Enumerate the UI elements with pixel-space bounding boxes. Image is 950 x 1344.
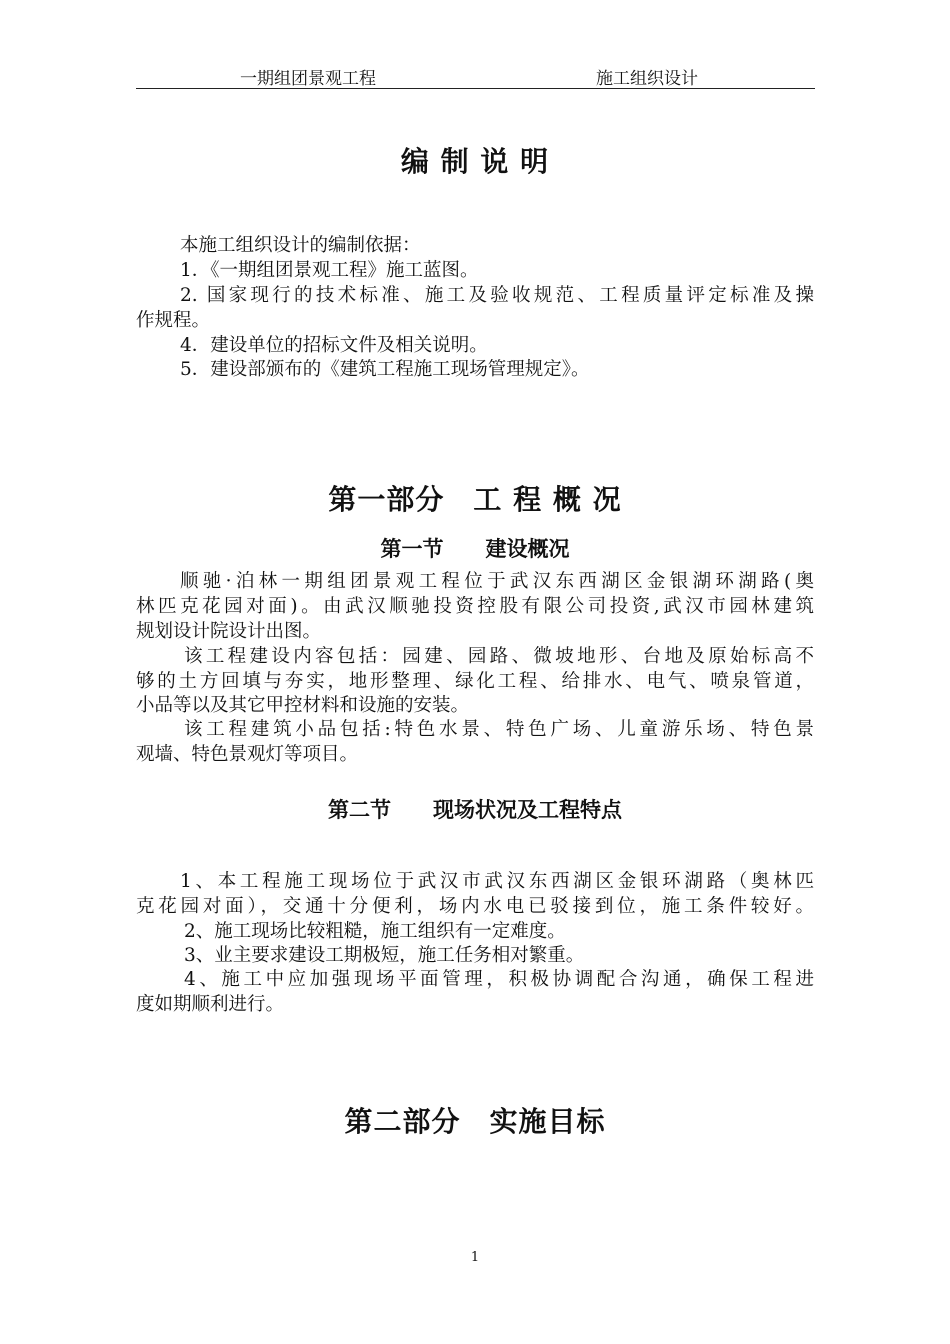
part2-title: 第二部分 实施目标 [344,1105,606,1138]
section2-line: 克花园对面），交通十分便利，场内水电已驳接到位，施工条件较好。 [136,896,814,917]
section1-line: 林匹克花园对面)。由武汉顺驰投资控股有限公司投资,武汉市园林建筑 [136,596,814,617]
section1-line: 观墙、特色景观灯等项目。 [136,744,359,765]
preface-line: 4．建设单位的招标文件及相关说明。 [180,335,488,356]
preface-line: 2. 国家现行的技术标准、施工及验收规范、工程质量评定标准及操 [180,285,814,306]
header-project-name: 一期组团景观工程 [240,69,376,89]
preface-line: 5．建设部颁布的《建筑工程施工现场管理规定》。 [180,359,590,380]
section2-line: 2、施工现场比较粗糙，施工组织有一定难度。 [184,921,566,942]
part1-title: 第一部分 工 程 概 况 [328,483,622,516]
preface-title: 编 制 说 明 [400,145,550,178]
section1-line: 够的土方回填与夯实，地形整理、绿化工程、给排水、电气、喷泉管道， [136,671,814,692]
section1-line: 规划设计院设计出图。 [136,621,322,642]
section2-line: 4、施工中应加强现场平面管理，积极协调配合沟通，确保工程进 [184,969,814,990]
page-number: 1 [470,1250,480,1265]
section1-line: 该工程建设内容包括：园建、园路、微坡地形、台地及原始标高不 [184,646,814,667]
header-doc-type: 施工组织设计 [596,69,698,89]
page-header [136,62,815,89]
section1-line: 小品等以及其它甲控材料和设施的安装。 [136,695,470,716]
section2-line: 度如期顺利进行。 [136,994,285,1015]
section2-line: 1、本工程施工现场位于武汉市武汉东西湖区金银环湖路（奥林匹 [180,871,814,892]
section2-line: 3、业主要求建设工期极短，施工任务相对繁重。 [184,945,585,966]
section1-line: 该工程建筑小品包括:特色水景、特色广场、儿童游乐场、特色景 [184,719,814,740]
section1-line: 顺驰·泊林一期组团景观工程位于武汉东西湖区金银湖环湖路(奥 [180,571,814,592]
preface-line: 1．《一期组团景观工程》施工蓝图。 [180,260,479,281]
section2-title: 第二节 现场状况及工程特点 [328,797,622,822]
preface-line: 作规程。 [136,310,211,331]
section1-title: 第一节 建设概况 [380,536,570,561]
preface-line: 本施工组织设计的编制依据： [180,235,421,256]
